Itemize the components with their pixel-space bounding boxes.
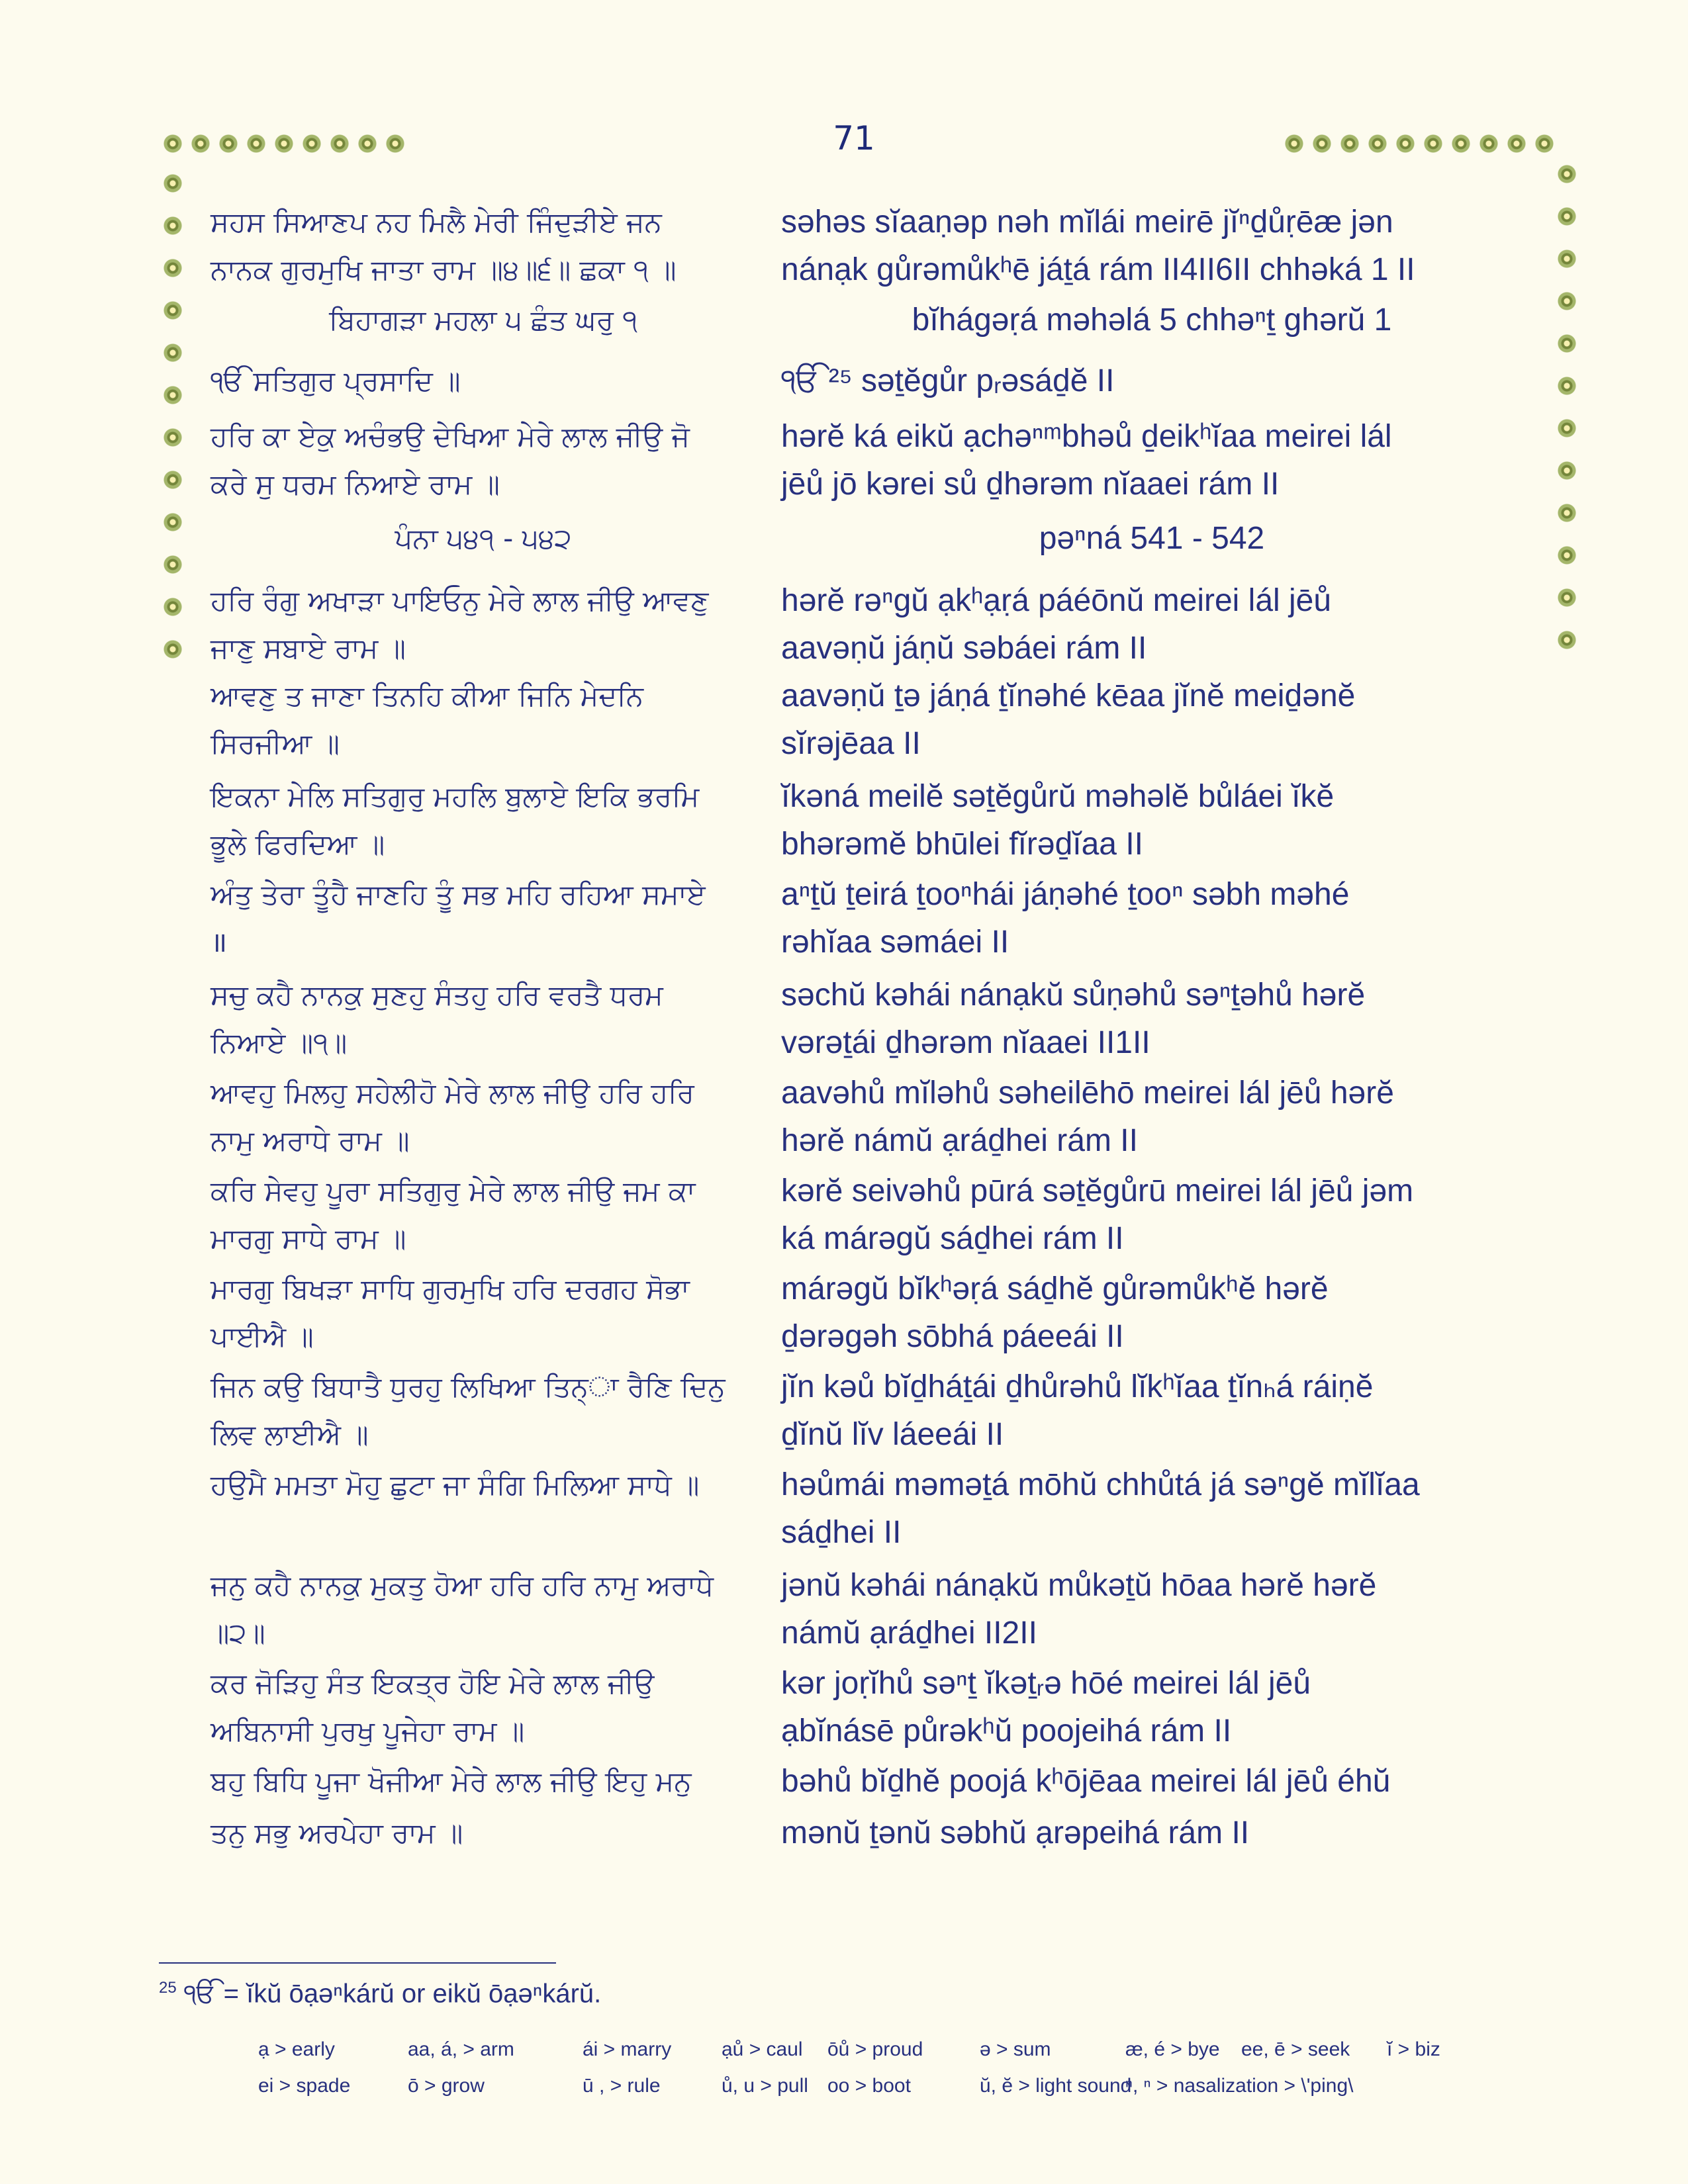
transliteration-text: hərĕ rəⁿgŭ ạkʰạṛá páéōnŭ meirei lál jēů xyxy=(781,583,1332,618)
transliteration-text: səchŭ kəhái nánạkŭ sůṇəhů səⁿṯəhů hərĕ xyxy=(781,978,1366,1013)
transliteration-text: jēů jō kərei sů ḏhərəm nĭaaei rám II xyxy=(781,467,1280,502)
flower-ornament xyxy=(385,134,405,154)
transliteration-text: pəⁿná 541 - 542 xyxy=(1039,521,1265,556)
flower-ornament xyxy=(1557,334,1577,353)
flower-ornament xyxy=(163,300,183,320)
flower-ornament xyxy=(1423,134,1443,154)
gurmukhi-text: ਨਾਮੁ ਅਰਾਧੇ ਰਾਮ ॥ xyxy=(211,1124,410,1157)
key-entry: aa, á, > arm xyxy=(408,2038,514,2060)
gurmukhi-text: ਇਕਨਾ ਮੇਲਿ ਸਤਿਗੁਰੁ ਮਹਲਿ ਬੁਲਾਏ ਇਕਿ ਭਰਮਿ xyxy=(211,780,700,813)
transliteration-text: nánạk gůrəmůkʰē jáṯá rám II4II6II chhəká 1 II xyxy=(781,252,1415,287)
transliteration-text: rəhĭaa səmáei II xyxy=(781,925,1009,960)
gurmukhi-text: ਪਾਈਐ ॥ xyxy=(211,1320,314,1353)
gurmukhi-text: ਮਾਰਗੁ ਬਿਖੜਾ ਸਾਧਿ ਗੁਰਮੁਖਿ ਹਰਿ ਦਰਗਹ ਸੋਭਾ xyxy=(211,1273,690,1305)
flower-ornament xyxy=(246,134,266,154)
gurmukhi-text: ਜਿਨ ਕਉ ਬਿਧਾਤੈ ਧੁਰਹੁ ਲਿਖਿਆ ਤਿਨ੍ਾ ਰੈਣਿ ਦਿਨੁ xyxy=(211,1371,726,1403)
gurmukhi-text: ਸਹਸ ਸਿਆਣਪ ਨਹ ਮਿਲੈ ਮੇਰੀ ਜਿੰਦੁੜੀਏ ਜਨ xyxy=(211,206,662,238)
flower-ornament xyxy=(1312,134,1332,154)
transliteration-text: bĭhágəṛá məhəlá 5 chhəⁿṯ ghərŭ 1 xyxy=(912,302,1392,338)
key-entry: ái > marry xyxy=(583,2038,672,2060)
flower-ornament xyxy=(1284,134,1304,154)
transliteration-text: jĭn kəů bĭḏháṯái ḏhůrəhů lĭkʰĭaa ṯĭnₕá ráiṇĕ xyxy=(781,1369,1374,1404)
flower-ornament xyxy=(1557,291,1577,311)
transliteration-text: hərĕ ká eikŭ ạchəⁿᵐbhəů ḏeikʰĭaa meirei lál xyxy=(781,419,1392,454)
transliteration-text: kərĕ seivəhů pūrá səṯĕgůrū meirei lál jēů jəm xyxy=(781,1173,1414,1208)
transliteration-text: ḏərəgəh sōbhá páeeái II xyxy=(781,1319,1124,1354)
key-entry: ō > grow xyxy=(408,2075,485,2097)
transliteration-text: bəhů bĭḏhĕ poojá kʰōjēaa meirei lál jēů éhŭ xyxy=(781,1764,1391,1799)
flower-ornament xyxy=(1557,461,1577,480)
gurmukhi-text: ਅਬਿਨਾਸੀ ਪੁਰਖੁ ਪੂਜੇਹਾ ਰਾਮ ॥ xyxy=(211,1715,525,1747)
page-number: 71 xyxy=(833,119,875,158)
transliteration-text: həůmái məməṯá mōhŭ chhůtá já səⁿgĕ mĭlĭaa xyxy=(781,1467,1420,1502)
gurmukhi-text: ਆਵਹੁ ਮਿਲਹੁ ਸਹੇਲੀਹੋ ਮੇਰੇ ਲਾਲ ਜੀਉ ਹਰਿ ਹਰਿ xyxy=(211,1077,694,1109)
flower-ornament xyxy=(163,428,183,447)
gurmukhi-text: ਜਾਣੁ ਸਬਾਏ ਰਾਮ ॥ xyxy=(211,632,406,664)
flower-ornament xyxy=(1507,134,1526,154)
transliteration-text: aavəṇŭ ṯə jáṇá ṯĭnəhé kēaa jĭnĕ meiḏənĕ xyxy=(781,678,1356,713)
transliteration-text: aavəhů mĭləhů səheilēhō meirei lál jēů hərĕ xyxy=(781,1075,1394,1111)
gurmukhi-text: ਲਿਵ ਲਾਈਐ ॥ xyxy=(211,1418,369,1451)
flower-ornament xyxy=(1451,134,1471,154)
gurmukhi-text: ਭੂਲੇ ਫਿਰਦਿਆ ॥ xyxy=(211,828,385,860)
transliteration-text: márəgŭ bĭkʰəṛá sáḏhĕ gůrəmůkʰĕ hərĕ xyxy=(781,1271,1329,1306)
gurmukhi-text: ॥੨॥ xyxy=(211,1617,265,1649)
flower-ornament xyxy=(1557,249,1577,269)
flower-ornament xyxy=(163,343,183,363)
transliteration-text: kər joṛĭhů səⁿṯ ĭkəṯᵣə hōé meirei lál jēů xyxy=(781,1666,1311,1701)
footnote xyxy=(159,1979,601,2009)
gurmukhi-text: ੴ ਸਤਿਗੁਰ ਪ੍ਰਸਾਦਿ ॥ xyxy=(211,365,461,397)
flower-ornament xyxy=(1340,134,1360,154)
gurmukhi-text: ਪੰਨਾ ੫੪੧ - ੫੪੨ xyxy=(395,522,572,555)
key-entry: ōů > proud xyxy=(827,2038,923,2060)
key-entry: ⁿ, ⁿ > nasalization > \'ping\ xyxy=(1125,2075,1354,2097)
flower-ornament xyxy=(191,134,211,154)
gurmukhi-text: ਮਾਰਗੁ ਸਾਧੇ ਰਾਮ ॥ xyxy=(211,1222,406,1255)
key-entry: oo > boot xyxy=(827,2075,911,2097)
gurmukhi-text: ਤਨੁ ਸਭੁ ਅਰਪੇਹਾ ਰਾਮ ॥ xyxy=(211,1817,463,1849)
transliteration-text: sáḏhei II xyxy=(781,1515,902,1550)
flower-ornament xyxy=(1557,164,1577,184)
transliteration-text: ੴ ²⁵ səṯĕgůr pᵣəsáḏĕ II xyxy=(781,363,1115,398)
flower-ornament xyxy=(163,555,183,574)
flower-ornament xyxy=(163,639,183,659)
gurmukhi-text: ਅੰਤੁ ਤੇਰਾ ਤੂੰਹੈ ਜਾਣਹਿ ਤੂੰ ਸਭ ਮਹਿ ਰਹਿਆ ਸਮਾਏ xyxy=(211,878,706,911)
key-entry: ạů > caul xyxy=(722,2038,803,2060)
transliteration-text: ạbĭnásē půrəkʰŭ poojeihá rám II xyxy=(781,1713,1232,1749)
key-entry: ū , > rule xyxy=(583,2075,661,2097)
gurmukhi-text: ਸਿਰਜੀਆ ॥ xyxy=(211,727,340,760)
key-entry: ei > spade xyxy=(258,2075,351,2097)
transliteration-text: sĭrəjēaa II xyxy=(781,726,921,761)
key-entry: ŭ, ĕ > light sound xyxy=(980,2075,1132,2097)
flower-ornament xyxy=(1557,206,1577,226)
flower-ornament xyxy=(1368,134,1387,154)
flower-ornament xyxy=(1395,134,1415,154)
key-entry: ĭ > biz xyxy=(1387,2038,1440,2060)
transliteration-text: vərəṯái ḏhərəm nĭaaei II1II xyxy=(781,1025,1150,1060)
flower-ornament xyxy=(163,216,183,236)
transliteration-text: ká márəgŭ sáḏhei rám II xyxy=(781,1221,1124,1256)
key-entry: ů, u > pull xyxy=(722,2075,808,2097)
gurmukhi-text: ਹਉਮੈ ਮਮਤਾ ਮੋਹੁ ਛੁਟਾ ਜਾ ਸੰਗਿ ਮਿਲਿਆ ਸਾਧੇ ॥ xyxy=(211,1469,700,1501)
gurmukhi-text: ਹਰਿ ਰੰਗੁ ਅਖਾੜਾ ਪਾਇਓਨੁ ਮੇਰੇ ਲਾਲ ਜੀਉ ਆਵਣੁ xyxy=(211,584,709,617)
flower-ornament xyxy=(163,385,183,405)
transliteration-text: námŭ ạráḏhei II2II xyxy=(781,1615,1037,1651)
flower-ornament xyxy=(1557,588,1577,608)
transliteration-text: hərĕ námŭ ạráḏhei rám II xyxy=(781,1123,1138,1158)
transliteration-text: aⁿṯŭ ṯeirá ṯooⁿhái jáṇəhé ṯooⁿ səbh məhé xyxy=(781,877,1350,912)
gurmukhi-text: ॥ xyxy=(211,926,228,958)
gurmukhi-text: ਕਰੇ ਸੁ ਧਰਮ ਨਿਆਏ ਰਾਮ ॥ xyxy=(211,468,500,500)
flower-ornament xyxy=(1557,503,1577,523)
flower-ornament xyxy=(163,134,183,154)
transliteration-text: aavəṇŭ jáṇŭ səbáei rám II xyxy=(781,631,1147,666)
flower-ornament xyxy=(330,134,350,154)
transliteration-text: mənŭ ṯənŭ səbhŭ ạrəpeihá rám II xyxy=(781,1815,1250,1850)
flower-ornament xyxy=(274,134,294,154)
flower-ornament xyxy=(163,597,183,617)
flower-ornament xyxy=(357,134,377,154)
gurmukhi-text: ਕਰਿ ਸੇਵਹੁ ਪੂਰਾ ਸਤਿਗੁਰੁ ਮੇਰੇ ਲਾਲ ਜੀਉ ਜਮ ਕਾ xyxy=(211,1175,696,1207)
gurmukhi-text: ਨਾਨਕ ਗੁਰਮੁਖਿ ਜਾਤਾ ਰਾਮ ॥੪॥੬॥ ਛਕਾ ੧ ॥ xyxy=(211,253,677,286)
key-entry: ə > sum xyxy=(980,2038,1051,2060)
flower-ornament xyxy=(218,134,238,154)
flower-ornament xyxy=(163,173,183,193)
gurmukhi-text: ਜਨੁ ਕਹੈ ਨਾਨਕੁ ਮੁਕਤੁ ਹੋਆ ਹਰਿ ਹਰਿ ਨਾਮੁ ਅਰਾਧੇ xyxy=(211,1569,714,1602)
transliteration-text: ḏĭnŭ lĭv láeeái II xyxy=(781,1417,1004,1452)
gurmukhi-text: ਸਚੁ ਕਹੈ ਨਾਨਕੁ ਸੁਣਹੁ ਸੰਤਹੁ ਹਰਿ ਵਰਤੈ ਧਰਮ xyxy=(211,979,663,1011)
footnote-number: 25 xyxy=(159,1979,177,1997)
transliteration-text: bhərəmĕ bhūlei fĭrəḏĭaa II xyxy=(781,827,1144,862)
footnote-divider xyxy=(159,1962,556,1964)
gurmukhi-text: ਹਰਿ ਕਾ ਏਕੁ ਅਚੰਭਉ ਦੇਖਿਆ ਮੇਰੇ ਲਾਲ ਜੀਉ ਜੋ xyxy=(211,420,690,453)
flower-ornament xyxy=(1557,630,1577,650)
gurmukhi-text: ਬਿਹਾਗੜਾ ਮਹਲਾ ੫ ਛੰਤ ਘਰੁ ੧ xyxy=(328,304,638,336)
flower-ornament xyxy=(163,470,183,490)
flower-ornament xyxy=(1557,418,1577,438)
flower-ornament xyxy=(302,134,322,154)
transliteration-text: ĭkəná meilĕ səṯĕgůrŭ məhəlĕ bůláei ĭkĕ xyxy=(781,779,1335,814)
gurmukhi-text: ਬਹੁ ਬਿਧਿ ਪੂਜਾ ਖੋਜੀਆ ਮੇਰੇ ਲਾਲ ਜੀਉ ਇਹੁ ਮਨੁ xyxy=(211,1765,692,1797)
key-entry: ạ > early xyxy=(258,2038,335,2060)
footnote-text: ੴ = ĭkŭ ōạəⁿkárŭ or eikŭ ōạəⁿkárŭ. xyxy=(183,1979,602,2009)
flower-ornament xyxy=(163,512,183,532)
flower-ornament xyxy=(1534,134,1554,154)
transliteration-text: səhəs sĭaaṇəp nəh mĭlái meirē jĭⁿḏůṛēæ jən xyxy=(781,205,1393,240)
gurmukhi-text: ਕਰ ਜੋੜਿਹੁ ਸੰਤ ਇਕਤ੍ਰ ਹੋਇ ਮੇਰੇ ਲਾਲ ਜੀਉ xyxy=(211,1667,655,1700)
flower-ornament xyxy=(1479,134,1499,154)
flower-ornament xyxy=(1557,376,1577,396)
gurmukhi-text: ਆਵਣੁ ਤ ਜਾਣਾ ਤਿਨਹਿ ਕੀਆ ਜਿਨਿ ਮੇਦਨਿ xyxy=(211,680,643,712)
flower-ornament xyxy=(163,258,183,278)
key-entry: ee, ē > seek xyxy=(1241,2038,1350,2060)
key-entry: æ, é > bye xyxy=(1125,2038,1220,2060)
flower-ornament xyxy=(1557,545,1577,565)
transliteration-text: jənŭ kəhái nánạkŭ můkəṯŭ hōaa hərĕ hərĕ xyxy=(781,1568,1377,1603)
gurmukhi-text: ਨਿਆਏ ॥੧॥ xyxy=(211,1026,348,1059)
